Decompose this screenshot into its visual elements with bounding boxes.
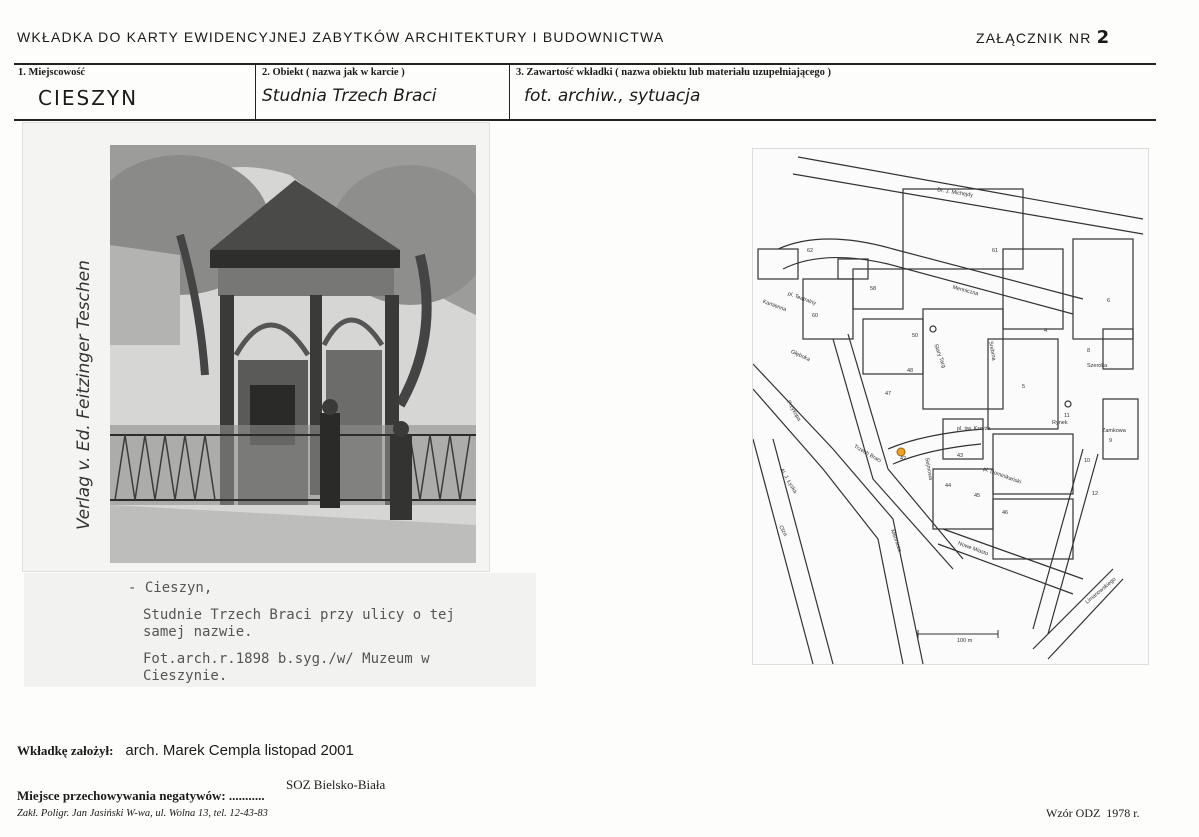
map-street-lyska: Al. J. Łyska [778,467,798,495]
map-street-rynek: Rynek [1052,420,1068,426]
footer-founder [17,742,617,760]
map-number-58: 58 [870,286,877,292]
map-number-46: 46 [1002,510,1009,516]
map-street-sejmowa: Sejmowa [923,457,934,481]
founder-label: Wkładkę założył: [17,743,114,758]
map-number-47: 47 [885,391,892,397]
form-pattern: Wzór ODZ 1978 r. [1046,806,1140,820]
map-street-nowe-miasto: Nowe Miasto [956,540,989,558]
annex-label [976,27,1110,48]
field-object [262,67,507,106]
map-number-50: 50 [912,333,919,339]
map-street-menniczna: Menniczna [951,284,979,298]
field-locality [18,67,250,110]
annex-text: ZAŁĄCZNIK NR [976,30,1092,46]
map-number-62: 62 [807,248,814,254]
map-street-zamkowa: Zamkowa [1102,428,1126,434]
map-street-kamienna: Kamienna [761,298,788,314]
map-number-61: 61 [992,248,999,254]
map-number-45: 45 [974,493,981,499]
map-number-43: 43 [957,453,964,459]
field-content-label: 3. Zawartość wkładki ( nazwa obiektu lub materiału uzupełniającego ) [516,67,832,78]
printer-info: Zakł. Poligr. Jan Jasiński W-wa, ul. Wolna 13, tel. 12-43-83 [17,808,268,819]
storage-value: SOZ Bielsko-Biała [286,777,386,792]
map-number-12: 12 [1092,491,1099,497]
caption-line-1: - Cieszyn, [128,580,213,596]
map-number-8: 8 [1087,348,1091,354]
map-street-stary-targ: Stary Targ [932,343,947,369]
map-street-trzech-braci: Trzech Braci [852,443,883,465]
map-number-42: 42 [900,456,907,462]
caption-line-3: samej nazwie. [143,624,253,640]
map-street-pl-dominikanski: pl. Dominikański [982,466,1022,486]
photo-side-inscription: Verlag v. Ed. Feitzinger Teschen [74,260,94,530]
map-number-4: 4 [1044,328,1048,334]
table-divider-2 [509,63,510,120]
map-street-limanowskiego: Limanowskiego [1084,576,1118,606]
annex-number: 2 [1096,27,1111,48]
form-title: WKŁADKA DO KARTY EWIDENCYJNEJ ZABYTKÓW ARCHITEKTURY I BUDOWNICTWA [17,29,665,45]
map-river-olza: Olza [777,524,789,538]
map-street-michejdy: Dr. J. Michejdy [936,187,974,199]
map-labels [752,148,1147,663]
map-number-6: 6 [1107,298,1111,304]
field-object-label: 2. Obiekt ( nazwa jak w karcie ) [262,67,405,78]
map-street-pl-teatralny: pl. Teatralny [786,291,817,307]
storage-label: Miejsce przechowywania negatywów: ........... [17,788,265,803]
caption-line-4: Fot.arch.r.1898 b.syg./w/ Muzeum w [143,651,430,667]
map-street-gleboka: Głęboka [789,348,811,364]
map-street-pl-sw-krzyza: pl. św. Krzyża [957,426,991,432]
founder-value: arch. Marek Cempla listopad 2001 [125,742,354,759]
field-locality-value: CIESZYN [38,86,139,110]
map-scale-label: 100 m [957,638,973,644]
map-number-10: 10 [1084,458,1091,464]
map-number-60: 60 [812,313,819,319]
map-number-48: 48 [907,368,914,374]
map-street-przykopa: Przykopa [785,399,802,423]
map-number-44: 44 [945,483,952,489]
well-photo-illustration [110,145,476,563]
map-street-srebrna: Srebrna [987,340,997,362]
table-divider-1 [255,63,256,120]
field-content [516,67,1136,106]
field-content-value: fot. archiw., sytuacja [524,86,701,106]
map-number-5: 5 [1022,384,1026,390]
map-number-11: 11 [1064,413,1070,419]
map-number-9: 9 [1109,438,1113,444]
caption-line-5: Cieszynie. [143,668,228,684]
historic-photo [110,145,476,563]
caption-line-2: Studnie Trzech Braci przy ulicy o tej [143,607,455,623]
table-top-rule [14,63,1156,65]
table-bottom-rule [14,119,1156,121]
map-street-mennicza: Mennicza [888,528,903,554]
field-object-value: Studnia Trzech Braci [262,86,437,106]
map-street-szeroka: Szeroka [1087,363,1108,369]
field-locality-label: 1. Miejscowość [18,67,86,78]
